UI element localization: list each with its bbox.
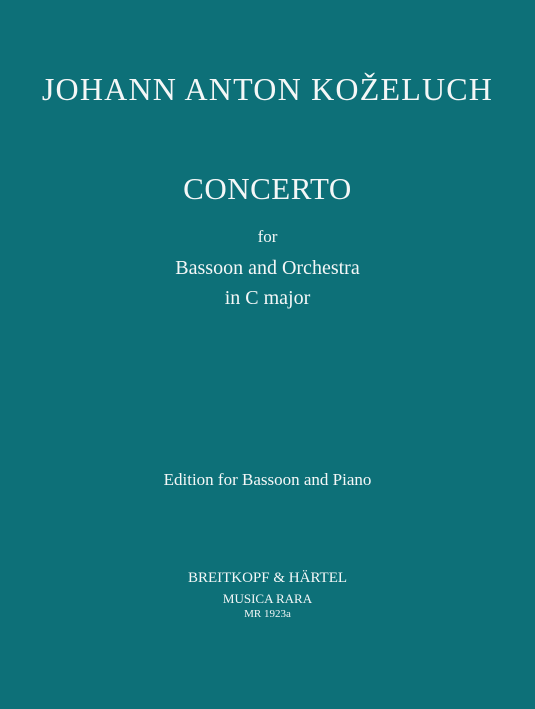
key-signature-text: in C major <box>224 287 311 309</box>
work-title: CONCERTO <box>183 171 352 206</box>
imprint-name: MUSICA RARA <box>222 591 313 606</box>
catalog-number: MR 1923a <box>244 608 291 620</box>
instrumentation: Bassoon and Orchestra <box>175 257 360 279</box>
publisher-name: BREITKOPF & HÄRTEL <box>187 570 348 586</box>
composer-name: JOHANN ANTON KOŽELUCH <box>41 71 494 107</box>
edition-text: Edition for Bassoon and Piano <box>163 470 372 489</box>
for-text: for <box>257 227 278 246</box>
